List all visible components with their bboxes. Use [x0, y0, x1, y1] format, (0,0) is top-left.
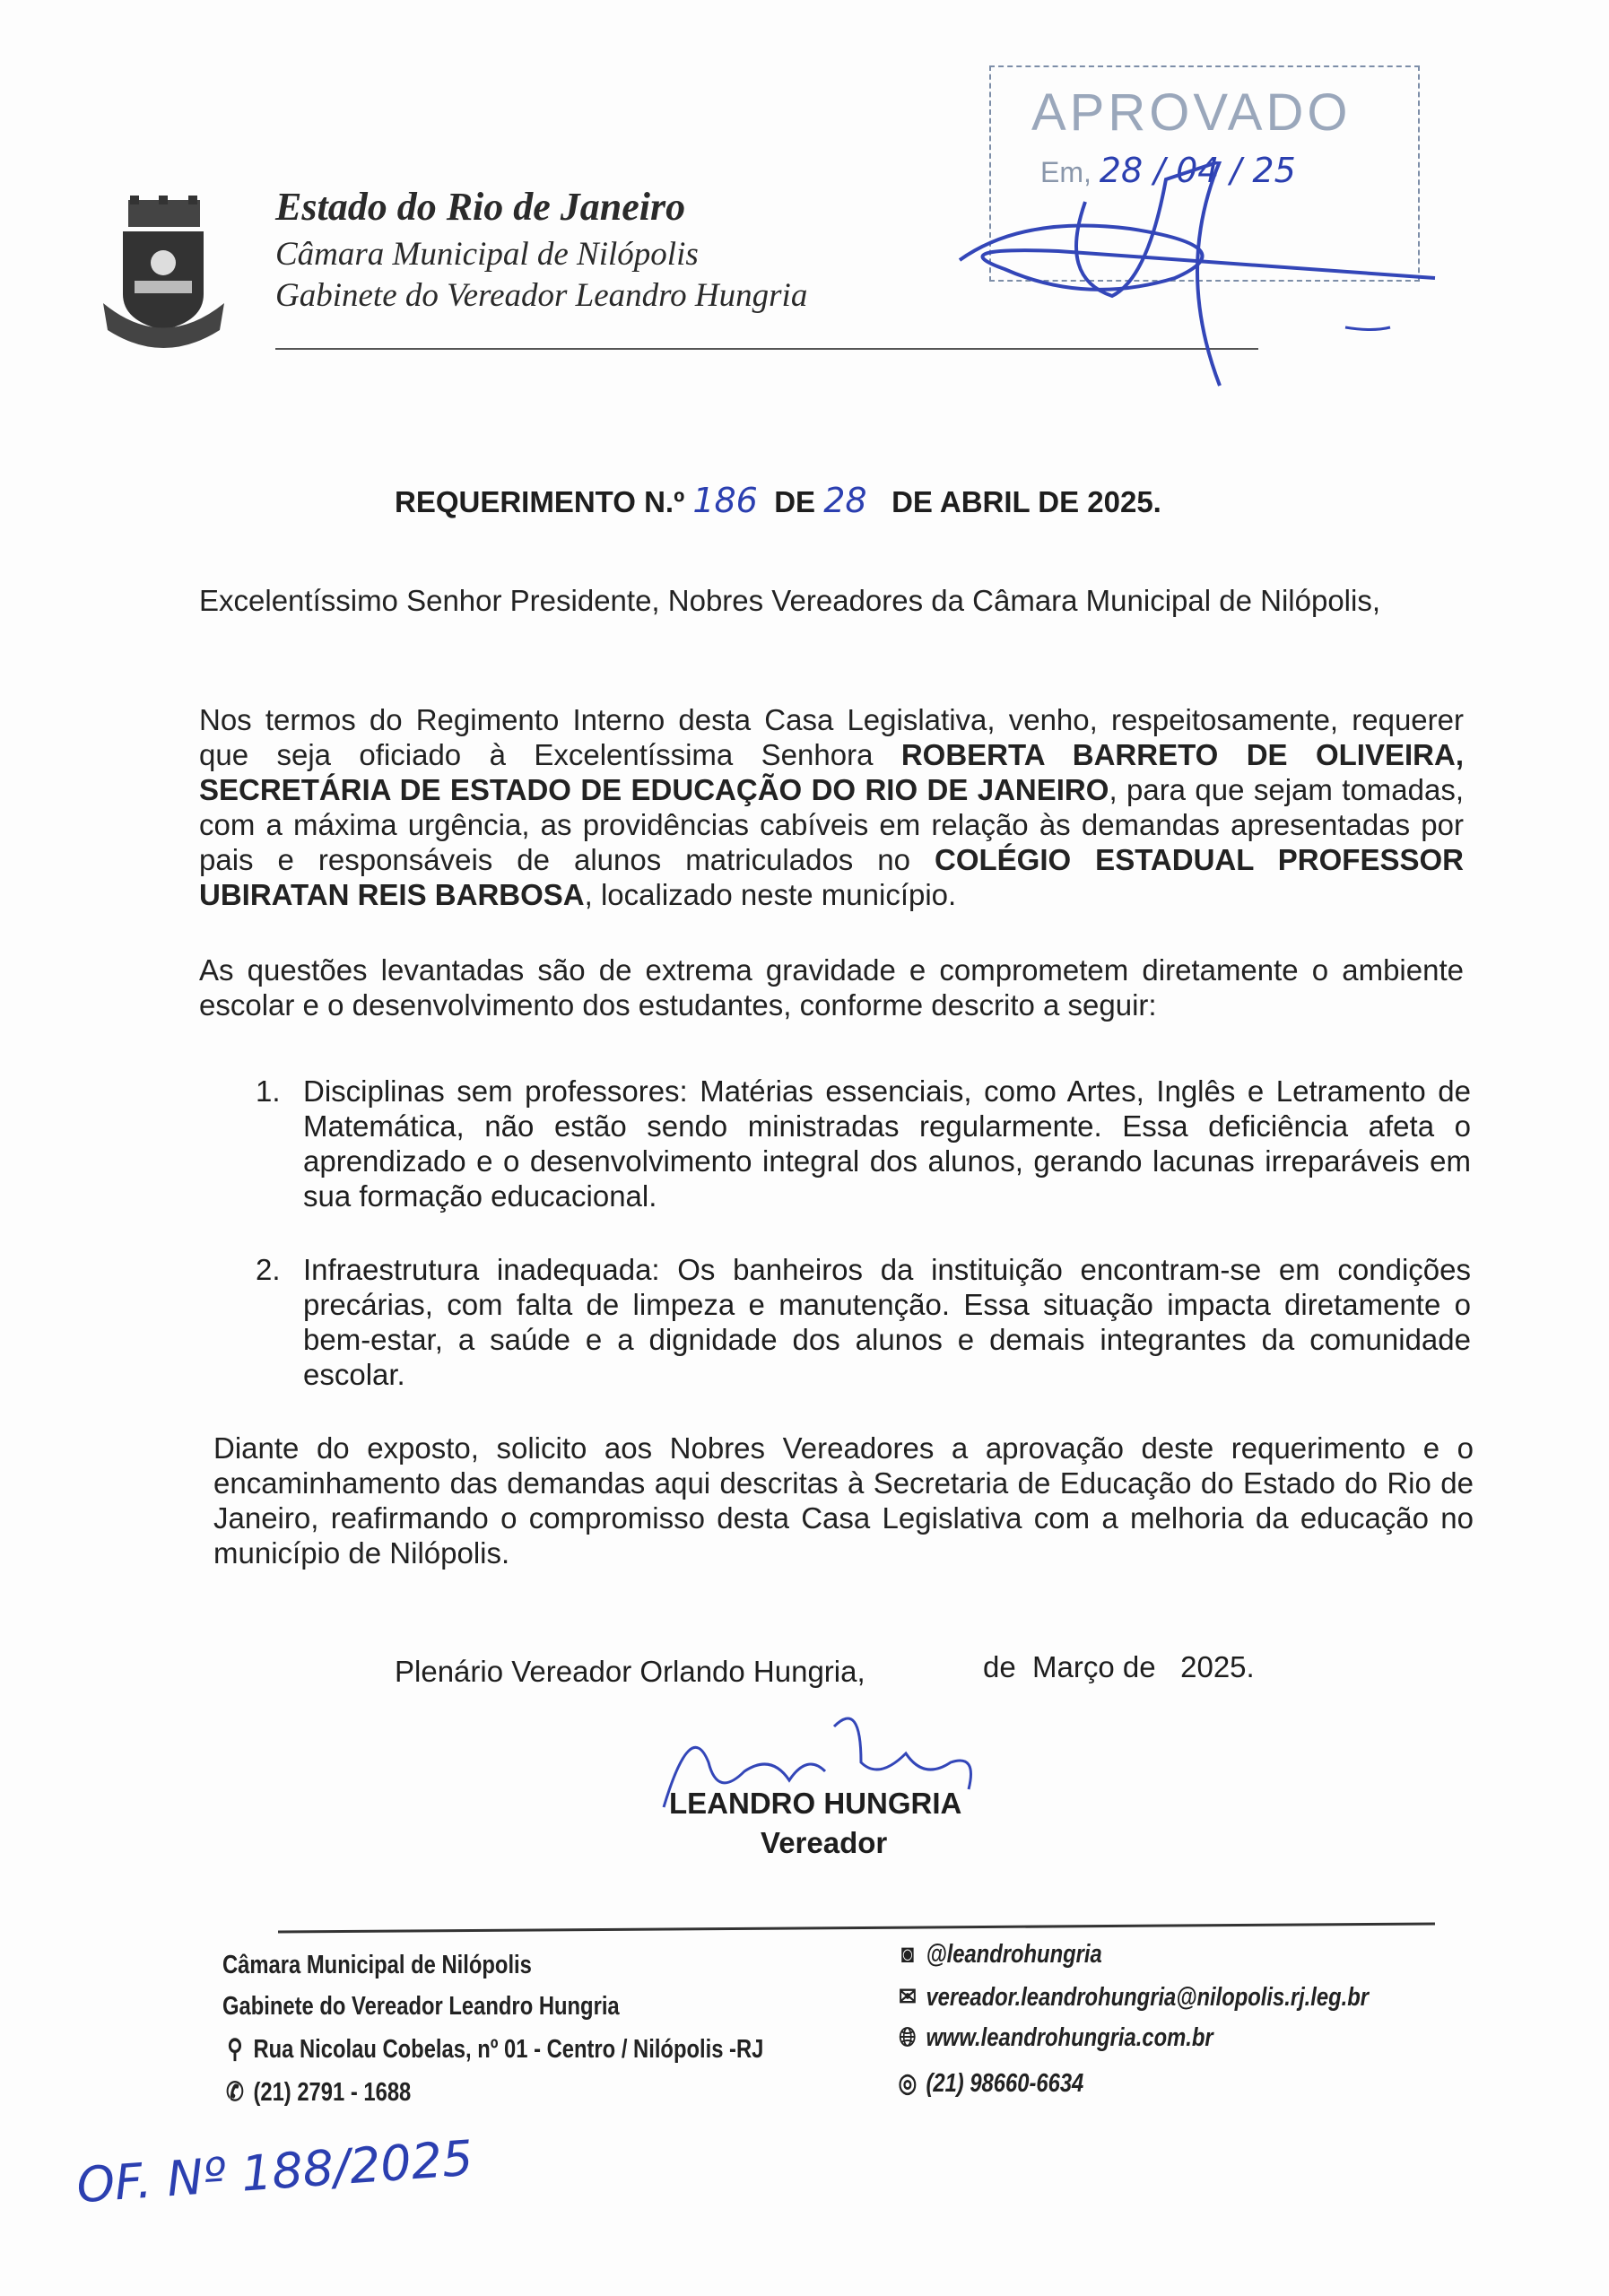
salutation: Excelentíssimo Senhor Presidente, Nobres Vereadores da Câmara Municipal de Nilópolis,: [199, 584, 1381, 617]
footer-phone-row: [222, 2076, 411, 2108]
whatsapp-icon: ◎: [898, 2069, 918, 2098]
item-number: 2.: [256, 1253, 281, 1286]
closing-date: de Março de 2025.: [983, 1650, 1255, 1683]
p1-text-a: Nos termos do Regimento Interno desta Casa Legislativa, venho, respeitosamente, requerer que seja oficiado à Excelentíssima Senhora: [199, 703, 1464, 771]
footer-instagram[interactable]: @leandrohungria: [926, 1940, 1102, 1969]
paragraph-issues: As questões levantadas são de extrema gravidade e comprometem diretamente o ambiente escolar e o desenvolvimento dos estudantes, conforme descrito a seguir:: [199, 953, 1464, 1022]
header-chamber: Câmara Municipal de Nilópolis: [275, 236, 699, 273]
list-item: [256, 1252, 1471, 1392]
document-title: [395, 481, 1161, 520]
footer-instagram-row: [895, 1940, 1102, 1970]
handwritten-office-number: OF. Nº 188/2025: [74, 2129, 475, 2214]
item-number: 1.: [256, 1074, 281, 1108]
item-text: Infraestrutura inadequada: Os banheiros da instituição encontram-se em condições precárias, com falta de limpeza e manutenção. Essa situação impacta diretamente o bem-estar, a saúde e a dignidade dos alunos e demais integrantes da comunidade escolar.: [303, 1253, 1471, 1391]
footer-whatsapp-row: [895, 2067, 1083, 2099]
signer-name: LEANDRO HUNGRIA: [669, 1787, 962, 1820]
header-office: Gabinete do Vereador Leandro Hungria: [275, 277, 808, 314]
footer-divider: [278, 1922, 1435, 1933]
title-de: DE: [774, 485, 816, 518]
approval-signature: [951, 161, 1453, 395]
signer-role: Vereador: [761, 1826, 888, 1859]
p1-school: COLÉGIO ESTADUAL PROFESSOR UBIRATAN REIS BARBOSA: [199, 843, 1464, 911]
footer-address: Rua Nicolau Cobelas, nº 01 - Centro / Nilópolis -RJ: [253, 2035, 764, 2064]
stamp-date: 28 / 04 / 25: [1099, 151, 1296, 190]
list-item: [256, 1074, 1471, 1213]
footer-email-row: [895, 1981, 1369, 2013]
request-number: 186: [692, 481, 758, 520]
paragraph-request: [199, 702, 1464, 912]
item-text: Disciplinas sem professores: Matérias essenciais, como Artes, Inglês e Letramento de Matemática, não estão sendo ministradas regularmente. Essa deficiência afeta o aprendizado e o desenvolvimento integral dos alunos, gerando lacunas irreparáveis em sua formação educacional.: [303, 1074, 1471, 1213]
title-prefix: REQUERIMENTO N.º: [395, 485, 685, 518]
title-suffix: DE ABRIL DE 2025.: [891, 485, 1161, 518]
footer-office: Gabinete do Vereador Leandro Hungria: [222, 1992, 620, 2021]
footer-email[interactable]: vereador.leandrohungria@nilopolis.rj.leg.br: [926, 1983, 1370, 2012]
footer-website[interactable]: www.leandrohungria.com.br: [926, 2023, 1213, 2052]
footer-phone: (21) 2791 - 1688: [253, 2078, 412, 2107]
email-icon: ✉: [898, 1983, 917, 2012]
request-day: 28: [823, 481, 867, 520]
location-pin-icon: ⚲: [227, 2035, 243, 2064]
footer-whatsapp: (21) 98660-6634: [926, 2069, 1084, 2098]
p1-text-c: , para que sejam tomadas, com a máxima urgência, as providências cabíveis em relação às demandas apresentadas por pais e responsáveis de alunos matriculados no: [199, 773, 1464, 876]
stamp-date-prefix: Em,: [1040, 156, 1092, 188]
phone-icon: ✆: [225, 2078, 244, 2107]
p1-addressee: ROBERTA BARRETO DE OLIVEIRA, SECRETÁRIA DE ESTADO DE EDUCAÇÃO DO RIO DE JANEIRO: [199, 738, 1464, 806]
globe-icon: 🌐︎: [899, 2023, 917, 2052]
municipal-crest-logo: [103, 196, 224, 348]
p1-text-e: , localizado neste município.: [584, 878, 957, 911]
paragraph-conclusion: Diante do exposto, solicito aos Nobres Vereadores a aprovação deste requerimento e o encaminhamento das demandas aqui descritas à Secretaria de Educação do Estado do Rio de Janeiro, reafirmando o compromisso desta Casa Legislativa com a melhoria da educação no município de Nilópolis.: [213, 1431, 1474, 1570]
stamp-title: APROVADO: [1031, 83, 1352, 142]
footer-website-row: [895, 2023, 1213, 2053]
footer-chamber: Câmara Municipal de Nilópolis: [222, 1951, 532, 1979]
closing-place: Plenário Vereador Orlando Hungria,: [395, 1655, 865, 1688]
footer-address-row: [222, 2033, 763, 2065]
instagram-icon: ◙: [900, 1940, 915, 1969]
header-state: Estado do Rio de Janeiro: [275, 185, 686, 229]
